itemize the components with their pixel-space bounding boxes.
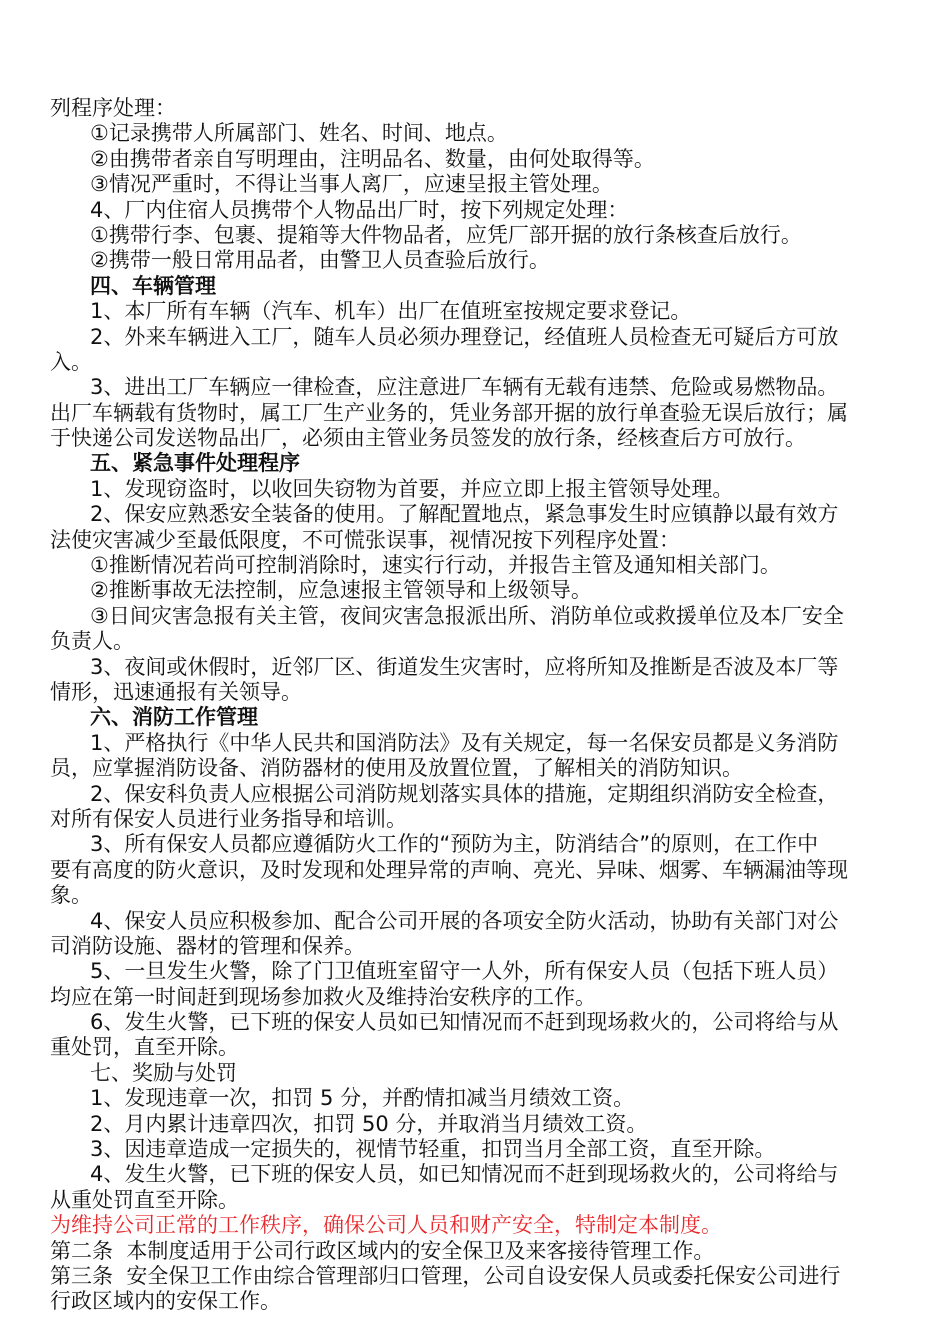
paragraph-line: 1、本厂所有车辆（汽车、机车）出厂在值班室按规定要求登记。 [90, 299, 692, 324]
paragraph-line: 列程序处理： [50, 96, 176, 120]
paragraph-line: 情形，迅速通报有关领导。 [50, 679, 302, 704]
paragraph-line: ③日间灾害急报有关主管，夜间灾害急报派出所、消防单位或救援单位及本厂安全 [90, 603, 844, 628]
paragraph-line: 5、一旦发生火警，除了门卫值班室留守一人外，所有保安人员（包括下班人员） [90, 959, 839, 984]
paragraph-line: 第三条 安全保卫工作由综合管理部归口管理，公司自设安保人员或委托保安公司进行 [50, 1263, 841, 1288]
paragraph-line: ②由携带者亲自写明理由，注明品名、数量，由何处取得等。 [90, 146, 655, 171]
paragraph-line: 出厂车辆载有货物时，属工厂生产业务的，凭业务部开据的放行单查验无误后放行；属 [50, 400, 848, 425]
paragraph-line: 七、奖励与处罚 [90, 1060, 237, 1085]
paragraph-line: 象。 [50, 883, 92, 908]
paragraph-line: 1、发现窃盗时，以收回失窃物为首要，并应立即上报主管领导处理。 [90, 476, 734, 501]
paragraph-line: 从重处罚直至开除。 [50, 1187, 239, 1212]
paragraph-line: 对所有保安人员进行业务指导和培训。 [50, 806, 407, 831]
paragraph-line: 3、进出工厂车辆应一律检查，应注意进厂车辆有无载有违禁、危险或易燃物品。 [90, 375, 839, 400]
paragraph-line: 4、发生火警，已下班的保安人员，如已知情况而不赶到现场救火的，公司将给与 [90, 1162, 839, 1187]
paragraph-line: 重处罚，直至开除。 [50, 1035, 239, 1060]
paragraph-line: 法使灾害减少至最低限度，不可慌张误事，视情况按下列程序处置： [50, 527, 680, 552]
paragraph-line: ②携带一般日常用品者，由警卫人员查验后放行。 [90, 248, 550, 273]
paragraph-line: 2、保安应熟悉安全装备的使用。了解配置地点，紧急事发生时应镇静以最有效方 [90, 502, 839, 527]
paragraph-line: 司消防设施、器材的管理和保养。 [50, 933, 365, 958]
paragraph-line: 1、发现违章一次，扣罚 5 分，并酌情扣减当月绩效工资。 [90, 1086, 635, 1111]
paragraph-line: 4、保安人员应积极参加、配合公司开展的各项安全防火活动，协助有关部门对公 [90, 908, 839, 933]
paragraph-line: 负责人。 [50, 629, 134, 654]
paragraph-line: 要有高度的防火意识，及时发现和处理异常的声响、亮光、异味、烟雾、车辆漏油等现 [50, 857, 848, 882]
paragraph-line: 3、夜间或休假时，近邻厂区、街道发生灾害时，应将所知及推断是否波及本厂等 [90, 654, 839, 679]
section-heading: 四、车辆管理 [90, 273, 216, 298]
paragraph-line: 3、所有保安人员都应遵循防火工作的“预防为主，防消结合”的原则，在工作中 [90, 832, 819, 857]
paragraph-line: 第二条 本制度适用于公司行政区域内的安全保卫及来客接待管理工作。 [50, 1238, 715, 1263]
paragraph-line: 员，应掌握消防设备、消防器材的使用及放置位置，了解相关的消防知识。 [50, 756, 743, 781]
highlighted-paragraph-line: 为维持公司正常的工作秩序，确保公司人员和财产安全，特制定本制度。 [50, 1213, 722, 1238]
paragraph-line: 行政区域内的安保工作。 [50, 1289, 281, 1314]
paragraph-line: 2、保安科负责人应根据公司消防规划落实具体的措施，定期组织消防安全检查， [90, 781, 839, 806]
paragraph-line: ①记录携带人所属部门、姓名、时间、地点。 [90, 121, 508, 146]
section-heading: 五、紧急事件处理程序 [90, 451, 300, 476]
paragraph-line: ①携带行李、包裹、提箱等大件物品者，应凭厂部开据的放行条核查后放行。 [90, 222, 802, 247]
document-body [0, 96, 950, 1315]
paragraph-line: ①推断情况若尚可控制消除时，速实行行动，并报告主管及通知相关部门。 [90, 553, 781, 578]
paragraph-line: 均应在第一时间赶到现场参加救火及维持治安秩序的工作。 [50, 984, 596, 1009]
paragraph-line: 3、因违章造成一定损失的，视情节轻重，扣罚当月全部工资，直至开除。 [90, 1137, 776, 1162]
paragraph-line: 2、外来车辆进入工厂，随车人员必须办理登记，经值班人员检查无可疑后方可放 [90, 324, 839, 349]
paragraph-line: 2、月内累计违章四次，扣罚 50 分，并取消当月绩效工资。 [90, 1111, 648, 1136]
paragraph-line: ②推断事故无法控制，应急速报主管领导和上级领导。 [90, 578, 592, 603]
paragraph-line: 6、发生火警，已下班的保安人员如已知情况而不赶到现场救火的，公司将给与从 [90, 1010, 839, 1035]
paragraph-line: ③情况严重时，不得让当事人离厂，应速呈报主管处理。 [90, 172, 613, 197]
paragraph-line: 4、厂内住宿人员携带个人物品出厂时，按下列规定处理： [90, 197, 629, 222]
section-heading: 六、消防工作管理 [90, 705, 258, 730]
paragraph-line: 于快递公司发送物品出厂，必须由主管业务员签发的放行条，经核查后方可放行。 [50, 426, 806, 451]
paragraph-line: 入。 [50, 349, 92, 374]
paragraph-line: 1、严格执行《中华人民共和国消防法》及有关规定，每一名保安员都是义务消防 [90, 730, 839, 755]
